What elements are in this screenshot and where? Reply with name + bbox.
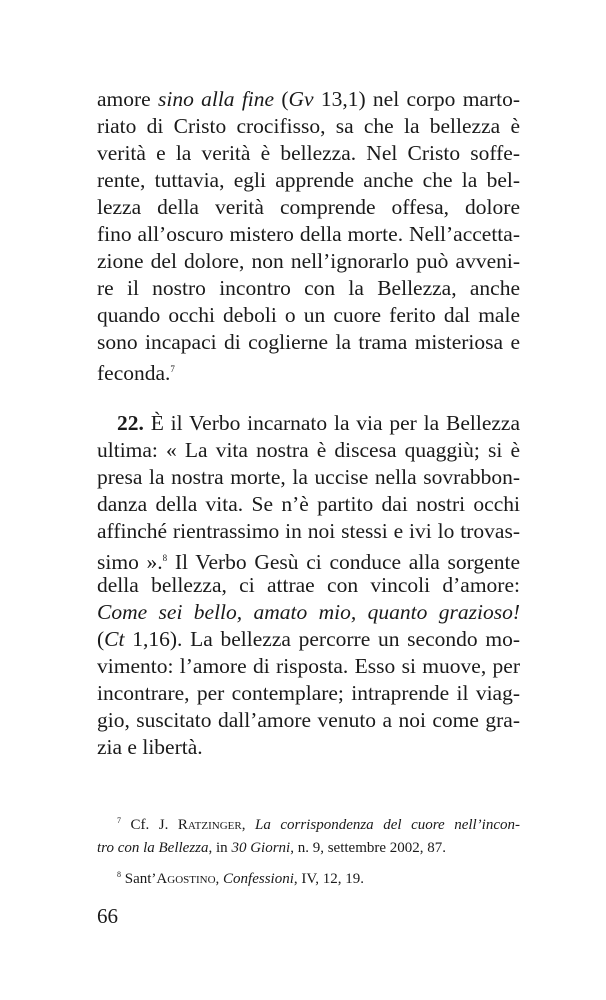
text-segment: tro con la Bellezza xyxy=(97,840,209,856)
text-line xyxy=(97,734,520,761)
text-line xyxy=(97,221,520,248)
text-segment: Il Verbo Gesù ci conduce alla sorgente xyxy=(167,550,520,574)
text-segment: verità e la verità è bellezza. Nel Cristo soffe- xyxy=(97,141,520,165)
text-segment: 13,1) nel corpo marto- xyxy=(313,87,520,111)
text-line xyxy=(97,167,520,194)
text-line xyxy=(97,626,520,653)
text-segment: gio, suscitato dall’amore venuto a noi come gra- xyxy=(97,708,520,732)
footnote-ref: 7 xyxy=(170,364,175,374)
text-segment: presa la nostra morte, la uccise nella sovrabbon- xyxy=(97,465,520,489)
text-segment: ( xyxy=(97,627,105,651)
text-line xyxy=(97,545,520,572)
text-segment: Ct xyxy=(104,627,125,651)
text-line xyxy=(97,810,520,837)
text-segment: , xyxy=(215,871,224,887)
text-segment: vimento: l’amore di risposta. Esso si muove, per xyxy=(97,654,520,678)
text-line xyxy=(97,113,520,140)
footnote-ref: 8 xyxy=(162,553,168,563)
text-line xyxy=(97,464,520,491)
text-line xyxy=(97,275,520,302)
text-segment: 30 Giorni xyxy=(231,840,291,856)
text-segment: riato di Cristo crocifisso, sa che la bellezza è xyxy=(97,114,520,138)
text-segment: , IV, 12, 19. xyxy=(293,871,365,887)
footnote-ref: 7 xyxy=(117,816,121,825)
paragraph-1 xyxy=(97,86,520,383)
text-segment: , xyxy=(241,817,255,833)
text-segment: La corrispondenza del cuore nell’incon- xyxy=(254,817,520,833)
footnotes xyxy=(97,810,520,891)
text-segment: Ratzinger xyxy=(177,817,242,833)
text-line xyxy=(97,864,520,891)
footnote-ref: 8 xyxy=(117,870,121,879)
text-segment: ultima: « La vita nostra è discesa quaggiù; si è xyxy=(97,438,520,462)
text-segment: danza della vita. Se n’è partito dai nostri occhi xyxy=(97,492,520,516)
text-line xyxy=(97,599,520,626)
text-line xyxy=(97,707,520,734)
text-line xyxy=(97,518,520,545)
text-segment: zione del dolore, non nell’ignorarlo può avveni- xyxy=(97,249,520,273)
text-line xyxy=(97,410,520,437)
text-segment: Agostino xyxy=(156,871,216,887)
text-segment: feconda. xyxy=(97,361,171,385)
text-segment: re il nostro incontro con la Bellezza, anche xyxy=(97,276,520,300)
text-segment: rente, tuttavia, egli apprende anche che la bel- xyxy=(97,168,520,192)
text-segment: incontrare, per contemplare; intraprende il viag- xyxy=(97,681,520,705)
text-segment: sono incapaci di coglierne la trama misteriosa e xyxy=(97,330,520,354)
text-segment: quando occhi deboli o un cuore ferito dal male xyxy=(97,303,520,327)
paragraph-22 xyxy=(97,410,520,761)
text-segment: amore xyxy=(97,87,158,111)
text-segment: Confessioni xyxy=(223,871,294,887)
text-segment: Sant’ xyxy=(121,871,157,887)
text-segment: fino all’oscuro mistero della morte. Nell’accetta- xyxy=(97,222,520,246)
text-segment: 22. xyxy=(117,411,144,435)
text-line xyxy=(97,86,520,113)
text-line xyxy=(97,356,520,383)
text-segment: Come sei bello, amato mio, quanto grazioso! xyxy=(97,600,520,624)
text-line xyxy=(97,653,520,680)
text-segment: , in xyxy=(208,840,232,856)
text-line xyxy=(97,302,520,329)
text-line xyxy=(97,680,520,707)
page-number: 66 xyxy=(97,904,118,928)
text-segment: ( xyxy=(274,87,289,111)
text-segment: simo ». xyxy=(97,550,163,574)
text-segment: sino alla fine xyxy=(158,87,275,111)
text-segment: , n. 9, settembre 2002, 87. xyxy=(290,840,447,856)
text-line xyxy=(97,248,520,275)
text-line xyxy=(97,437,520,464)
text-segment: della bellezza, ci attrae con vincoli d’amore: xyxy=(97,573,520,597)
text-segment: zia e libertà. xyxy=(97,735,203,759)
text-line xyxy=(97,491,520,518)
text-segment: Cf. J. xyxy=(121,817,178,833)
text-line xyxy=(97,572,520,599)
text-line xyxy=(97,140,520,167)
text-segment: Gv xyxy=(288,87,314,111)
text-segment: 1,16). La bellezza percorre un secondo mo- xyxy=(124,627,520,651)
text-segment: affinché rientrassimo in noi stessi e ivi lo trovas- xyxy=(97,519,520,543)
text-segment: lezza della verità comprende offesa, dolore xyxy=(97,195,520,219)
text-line xyxy=(97,329,520,356)
text-segment: È il Verbo incarnato la via per la Bellezza xyxy=(143,411,520,435)
text-line xyxy=(97,194,520,221)
text-line xyxy=(97,837,520,864)
